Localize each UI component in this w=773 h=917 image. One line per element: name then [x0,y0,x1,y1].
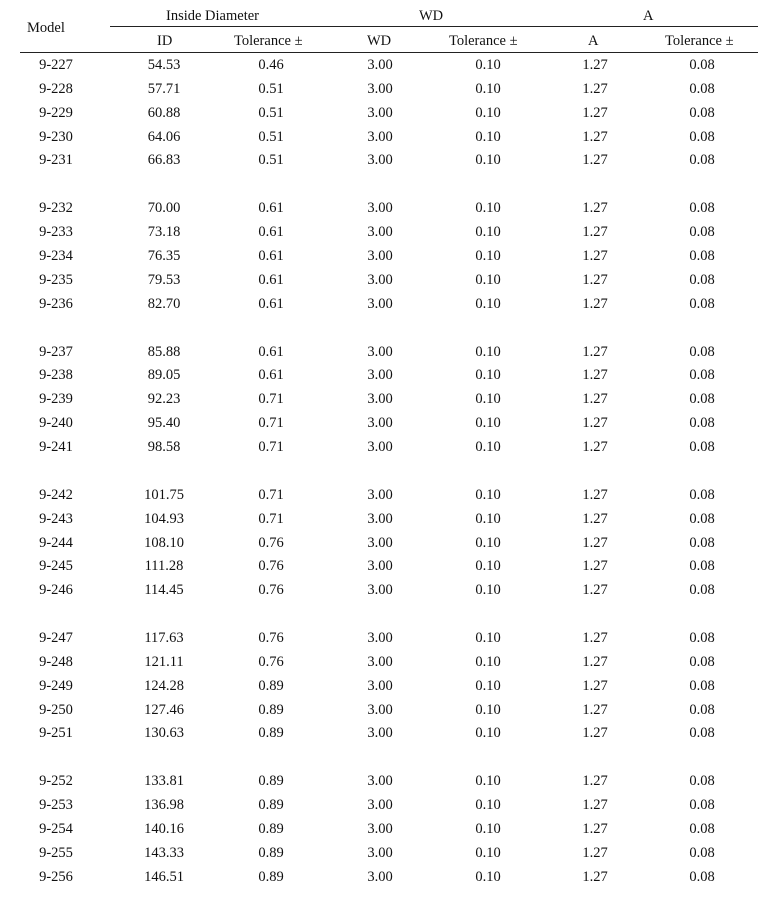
a-cell: 1.27 [582,247,608,264]
a-cell: 1.27 [582,868,608,885]
id-cell: 54.53 [147,57,181,73]
header-id-tolerance: Tolerance ± [234,33,303,49]
a-cell: 1.27 [582,57,608,73]
id-cell: 124.28 [144,677,184,694]
wd-cell: 3.00 [367,391,393,408]
a-cell: 1.27 [582,510,608,527]
id-cell: 133.81 [144,773,184,790]
wd-cell: 3.00 [367,343,393,360]
model-cell: 9-232 [39,200,73,217]
wd-cell: 3.00 [367,773,393,790]
a-tolerance-cell: 0.08 [689,725,715,742]
id-cell: 57.71 [147,80,181,97]
a-tolerance-cell: 0.08 [689,438,715,455]
a-cell: 1.27 [582,295,608,312]
wd-tolerance-cell: 0.10 [475,295,501,312]
model-cell: 9-246 [39,582,73,599]
a-tolerance-cell: 0.08 [689,677,715,694]
model-cell: 9-252 [39,773,73,790]
id-cell: 114.45 [144,582,184,599]
a-cell: 1.27 [582,534,608,551]
model-cell: 9-245 [39,558,73,575]
id-tolerance-cell: 0.46 [258,57,284,73]
wd-tolerance-cell: 0.10 [475,725,501,742]
wd-tolerance-cell: 0.10 [475,821,501,837]
id-tolerance-cell: 0.76 [258,630,284,646]
a-cell: 1.27 [582,677,608,694]
wd-cell: 3.00 [367,677,393,694]
wd-cell: 3.00 [367,224,393,241]
model-cell: 9-251 [39,725,73,742]
a-tolerance-cell: 0.08 [689,343,715,360]
id-cell: 130.63 [144,725,184,742]
wd-cell: 3.00 [367,200,393,217]
id-cell: 92.23 [147,391,181,408]
a-tolerance-cell: 0.08 [689,367,715,384]
wd-cell: 3.00 [367,486,393,503]
header-id: ID [157,33,173,49]
model-cell: 9-240 [39,415,73,432]
a-tolerance-cell: 0.08 [689,152,715,169]
a-cell: 1.27 [582,797,608,814]
id-tolerance-cell: 0.89 [258,868,284,885]
a-cell: 1.27 [582,725,608,742]
model-cell: 9-236 [39,295,73,312]
wd-tolerance-cell: 0.10 [475,391,501,408]
id-cell: 108.10 [144,534,184,551]
id-cell: 60.88 [147,104,181,121]
wd-cell: 3.00 [367,57,393,73]
id-cell: 66.83 [147,152,181,169]
id-tolerance-cell: 0.51 [258,152,284,169]
model-cell: 9-250 [39,701,73,718]
a-cell: 1.27 [582,438,608,455]
a-tolerance-cell: 0.08 [689,247,715,264]
wd-cell: 3.00 [367,247,393,264]
a-tolerance-cell: 0.08 [689,510,715,527]
wd-tolerance-cell: 0.10 [475,510,501,527]
a-cell: 1.27 [582,630,608,646]
id-tolerance-cell: 0.76 [258,534,284,551]
a-cell: 1.27 [582,271,608,288]
a-tolerance-cell: 0.08 [689,653,715,670]
id-tolerance-cell: 0.89 [258,701,284,718]
id-tolerance-cell: 0.61 [258,295,284,312]
id-tolerance-cell: 0.61 [258,367,284,384]
a-tolerance-cell: 0.08 [689,271,715,288]
a-tolerance-cell: 0.08 [689,200,715,217]
model-cell: 9-234 [39,247,73,264]
wd-tolerance-cell: 0.10 [475,558,501,575]
wd-tolerance-cell: 0.10 [475,797,501,814]
a-cell: 1.27 [582,844,608,861]
a-cell: 1.27 [582,80,608,97]
a-cell: 1.27 [582,104,608,121]
model-cell: 9-227 [39,57,73,73]
id-tolerance-cell: 0.89 [258,844,284,861]
wd-tolerance-cell: 0.10 [475,486,501,503]
model-cell: 9-237 [39,343,73,360]
id-cell: 111.28 [144,558,184,575]
wd-cell: 3.00 [367,630,393,646]
model-cell: 9-230 [39,128,73,145]
a-cell: 1.27 [582,415,608,432]
a-cell: 1.27 [582,486,608,503]
id-cell: 104.93 [144,510,184,527]
a-cell: 1.27 [582,128,608,145]
model-cell: 9-254 [39,821,73,837]
a-tolerance-cell: 0.08 [689,701,715,718]
model-cell: 9-253 [39,797,73,814]
id-cell: 117.63 [144,630,184,646]
wd-cell: 3.00 [367,653,393,670]
id-cell: 136.98 [144,797,184,814]
a-tolerance-cell: 0.08 [689,224,715,241]
a-cell: 1.27 [582,367,608,384]
wd-tolerance-cell: 0.10 [475,653,501,670]
wd-cell: 3.00 [367,725,393,742]
id-cell: 89.05 [147,367,181,384]
a-tolerance-cell: 0.08 [689,821,715,837]
header-wd: WD [367,33,392,49]
model-cell: 9-233 [39,224,73,241]
a-cell: 1.27 [582,653,608,670]
header-wd-tolerance: Tolerance ± [449,33,518,49]
id-cell: 98.58 [147,438,181,455]
a-tolerance-cell: 0.08 [689,582,715,599]
a-tolerance-cell: 0.08 [689,773,715,790]
model-cell: 9-239 [39,391,73,408]
id-cell: 140.16 [144,821,184,837]
header-model: Model [27,20,65,36]
wd-cell: 3.00 [367,271,393,288]
id-cell: 95.40 [147,415,181,432]
model-cell: 9-244 [39,534,73,551]
id-cell: 79.53 [147,271,181,288]
wd-tolerance-cell: 0.10 [475,104,501,121]
wd-tolerance-cell: 0.10 [475,367,501,384]
a-tolerance-cell: 0.08 [689,391,715,408]
wd-cell: 3.00 [367,438,393,455]
model-cell: 9-235 [39,271,73,288]
id-cell: 70.00 [147,200,181,217]
id-cell: 76.35 [147,247,181,264]
id-tolerance-cell: 0.89 [258,797,284,814]
model-cell: 9-238 [39,367,73,384]
header-a-group: A [643,8,654,24]
wd-tolerance-cell: 0.10 [475,224,501,241]
wd-cell: 3.00 [367,868,393,885]
wd-tolerance-cell: 0.10 [475,271,501,288]
id-tolerance-cell: 0.61 [258,247,284,264]
wd-tolerance-cell: 0.10 [475,438,501,455]
wd-cell: 3.00 [367,80,393,97]
id-tolerance-cell: 0.51 [258,104,284,121]
wd-cell: 3.00 [367,558,393,575]
a-cell: 1.27 [582,701,608,718]
a-tolerance-cell: 0.08 [689,80,715,97]
a-cell: 1.27 [582,582,608,599]
a-tolerance-cell: 0.08 [689,558,715,575]
id-cell: 85.88 [147,343,181,360]
model-cell: 9-229 [39,104,73,121]
id-tolerance-cell: 0.61 [258,343,284,360]
id-cell: 143.33 [144,844,184,861]
a-cell: 1.27 [582,152,608,169]
wd-cell: 3.00 [367,367,393,384]
id-tolerance-cell: 0.89 [258,725,284,742]
wd-tolerance-cell: 0.10 [475,57,501,73]
id-tolerance-cell: 0.61 [258,224,284,241]
a-cell: 1.27 [582,391,608,408]
model-cell: 9-248 [39,653,73,670]
a-tolerance-cell: 0.08 [689,415,715,432]
wd-tolerance-cell: 0.10 [475,630,501,646]
header-a: A [588,33,599,49]
a-tolerance-cell: 0.08 [689,797,715,814]
id-tolerance-cell: 0.61 [258,271,284,288]
a-cell: 1.27 [582,773,608,790]
wd-tolerance-cell: 0.10 [475,415,501,432]
wd-tolerance-cell: 0.10 [475,582,501,599]
header-wd-group: WD [419,8,444,24]
model-cell: 9-241 [39,438,73,455]
model-cell: 9-231 [39,152,73,169]
id-cell: 121.11 [144,653,184,670]
wd-tolerance-cell: 0.10 [475,200,501,217]
wd-cell: 3.00 [367,128,393,145]
wd-cell: 3.00 [367,295,393,312]
id-tolerance-cell: 0.71 [258,415,284,432]
wd-tolerance-cell: 0.10 [475,80,501,97]
a-tolerance-cell: 0.08 [689,868,715,885]
a-cell: 1.27 [582,200,608,217]
model-cell: 9-242 [39,486,73,503]
wd-tolerance-cell: 0.10 [475,773,501,790]
wd-cell: 3.00 [367,821,393,837]
header-a-tolerance: Tolerance ± [665,33,734,49]
a-tolerance-cell: 0.08 [689,295,715,312]
a-tolerance-cell: 0.08 [689,630,715,646]
a-tolerance-cell: 0.08 [689,128,715,145]
wd-tolerance-cell: 0.10 [475,128,501,145]
id-tolerance-cell: 0.71 [258,438,284,455]
id-cell: 127.46 [144,701,184,718]
wd-tolerance-cell: 0.10 [475,152,501,169]
header-inside-diameter: Inside Diameter [166,8,260,24]
wd-cell: 3.00 [367,582,393,599]
model-cell: 9-255 [39,844,73,861]
a-tolerance-cell: 0.08 [689,534,715,551]
wd-cell: 3.00 [367,152,393,169]
id-tolerance-cell: 0.89 [258,677,284,694]
a-cell: 1.27 [582,821,608,837]
a-cell: 1.27 [582,558,608,575]
a-tolerance-cell: 0.08 [689,57,715,73]
wd-cell: 3.00 [367,415,393,432]
id-cell: 146.51 [144,868,184,885]
wd-cell: 3.00 [367,701,393,718]
id-cell: 101.75 [144,486,184,503]
wd-tolerance-cell: 0.10 [475,534,501,551]
id-tolerance-cell: 0.89 [258,773,284,790]
a-cell: 1.27 [582,343,608,360]
wd-tolerance-cell: 0.10 [475,247,501,264]
id-tolerance-cell: 0.71 [258,510,284,527]
id-tolerance-cell: 0.61 [258,200,284,217]
id-tolerance-cell: 0.76 [258,653,284,670]
id-tolerance-cell: 0.89 [258,821,284,837]
wd-tolerance-cell: 0.10 [475,868,501,885]
wd-cell: 3.00 [367,844,393,861]
id-cell: 73.18 [147,224,181,241]
id-tolerance-cell: 0.51 [258,80,284,97]
wd-cell: 3.00 [367,104,393,121]
wd-cell: 3.00 [367,534,393,551]
a-tolerance-cell: 0.08 [689,486,715,503]
a-tolerance-cell: 0.08 [689,104,715,121]
model-cell: 9-228 [39,80,73,97]
id-cell: 64.06 [147,128,181,145]
wd-tolerance-cell: 0.10 [475,844,501,861]
wd-tolerance-cell: 0.10 [475,343,501,360]
wd-cell: 3.00 [367,797,393,814]
a-tolerance-cell: 0.08 [689,844,715,861]
id-tolerance-cell: 0.76 [258,558,284,575]
model-cell: 9-247 [39,630,73,646]
model-cell: 9-243 [39,510,73,527]
wd-tolerance-cell: 0.10 [475,701,501,718]
id-tolerance-cell: 0.71 [258,486,284,503]
wd-tolerance-cell: 0.10 [475,677,501,694]
model-cell: 9-256 [39,868,73,885]
id-tolerance-cell: 0.51 [258,128,284,145]
model-cell: 9-249 [39,677,73,694]
wd-cell: 3.00 [367,510,393,527]
id-cell: 82.70 [147,295,181,312]
id-tolerance-cell: 0.71 [258,391,284,408]
id-tolerance-cell: 0.76 [258,582,284,599]
a-cell: 1.27 [582,224,608,241]
